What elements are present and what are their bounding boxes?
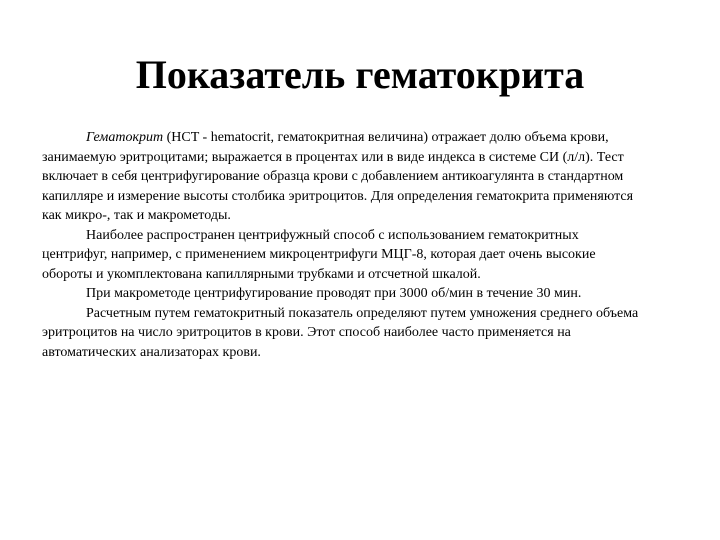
paragraph-1-text: (HCT - hematocrit, гематокритная величина) отражает долю объема крови, занимаемую эритроцитами; выражается в процентах или в виде индекса в системе СИ (л/л). Тест включает в себя центрифугирование образца крови с добавлением антикоагулянта в стандартном капилляре и измерение высоты столбика эритроцитов. Для определения гематокрита применяются как микро-, так и макрометоды. xyxy=(42,130,634,223)
paragraph-centrifuge-method: Наиболее распространен центрифужный способ с использованием гематокритных центрифуг, например, с применением микроцентрифуги МЦГ-8, которая дает очень высокие обороты и укомплектована капиллярными трубками и отсчетной шкалой. xyxy=(42,227,596,282)
paragraph-macromethod: При макрометоде центрифугирование проводят при 3000 об/мин в течение 30 мин. xyxy=(86,286,582,301)
slide-title: Показатель гематокрита xyxy=(135,52,585,97)
slide-body xyxy=(42,128,642,362)
term-hematocrit: Гематокрит xyxy=(86,130,164,145)
paragraph-hematocrit-definition xyxy=(42,128,642,226)
paragraph-calculation-method: Расчетным путем гематокритный показатель определяют путем умножения среднего объема эритроцитов на число эритроцитов в крови. Этот способ наиболее часто применяется на автоматических анализаторах крови. xyxy=(42,305,639,360)
